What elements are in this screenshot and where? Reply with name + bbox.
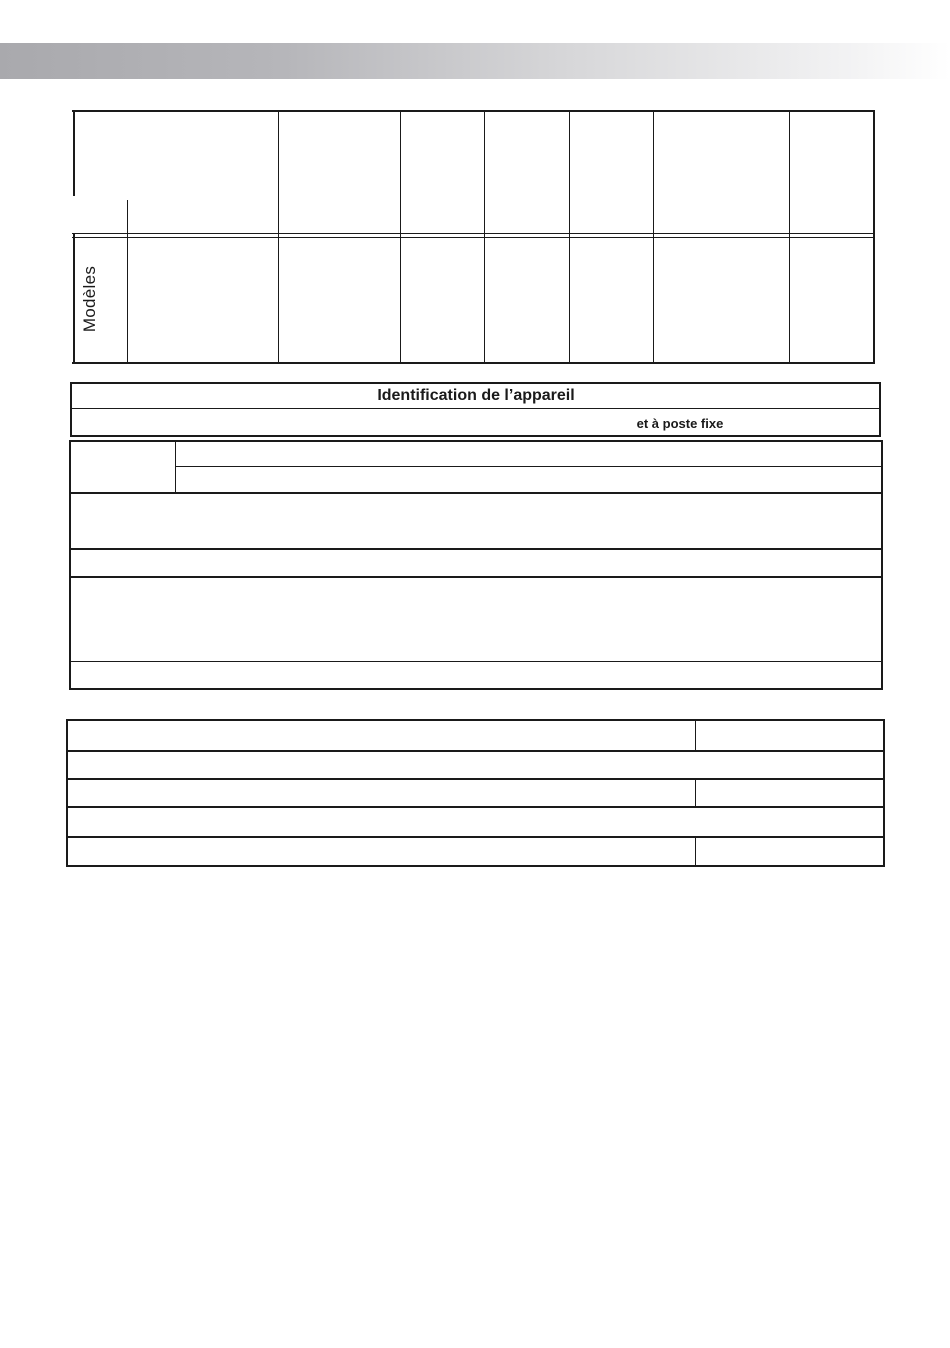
bottom-row-rule-1 [66,750,885,752]
models-row-label [76,236,104,362]
bottom-row-rule-3 [66,806,885,808]
models-col-sep-2 [400,110,401,364]
identification-subtitle: et à poste fixe [636,416,724,431]
models-col-sep-1 [278,110,279,364]
identification-title: Identification de l’appareil [377,387,575,404]
models-table-left-edge-top [73,110,75,196]
bottom-col-sep-3 [695,836,696,867]
models-col-sep-5 [653,110,654,364]
models-col-sep-4 [569,110,570,364]
bottom-row-rule-2 [66,778,885,780]
identification-row-rule-5 [69,661,883,662]
models-row-label-text: Modèles [80,265,100,333]
models-col-sep-6 [789,110,790,364]
models-col-sep-3 [484,110,485,364]
bottom-col-sep-2 [695,778,696,807]
bottom-col-sep-1 [695,719,696,751]
identification-row-rule-4 [69,576,883,578]
models-table-header-rule-2 [72,237,875,238]
identification-row-rule-3 [69,548,883,550]
models-table-left-edge-bottom [73,234,75,364]
identification-row-rule-2 [69,492,883,494]
models-table-inner-divider [127,200,128,364]
header-bar [0,43,950,79]
identification-row-rule-1 [175,466,883,467]
identification-body-box [69,440,883,690]
identification-header-rule [70,408,881,409]
models-table-header-rule-1 [72,233,875,234]
bottom-table-frame [66,719,885,867]
bottom-row-rule-4 [66,836,885,838]
